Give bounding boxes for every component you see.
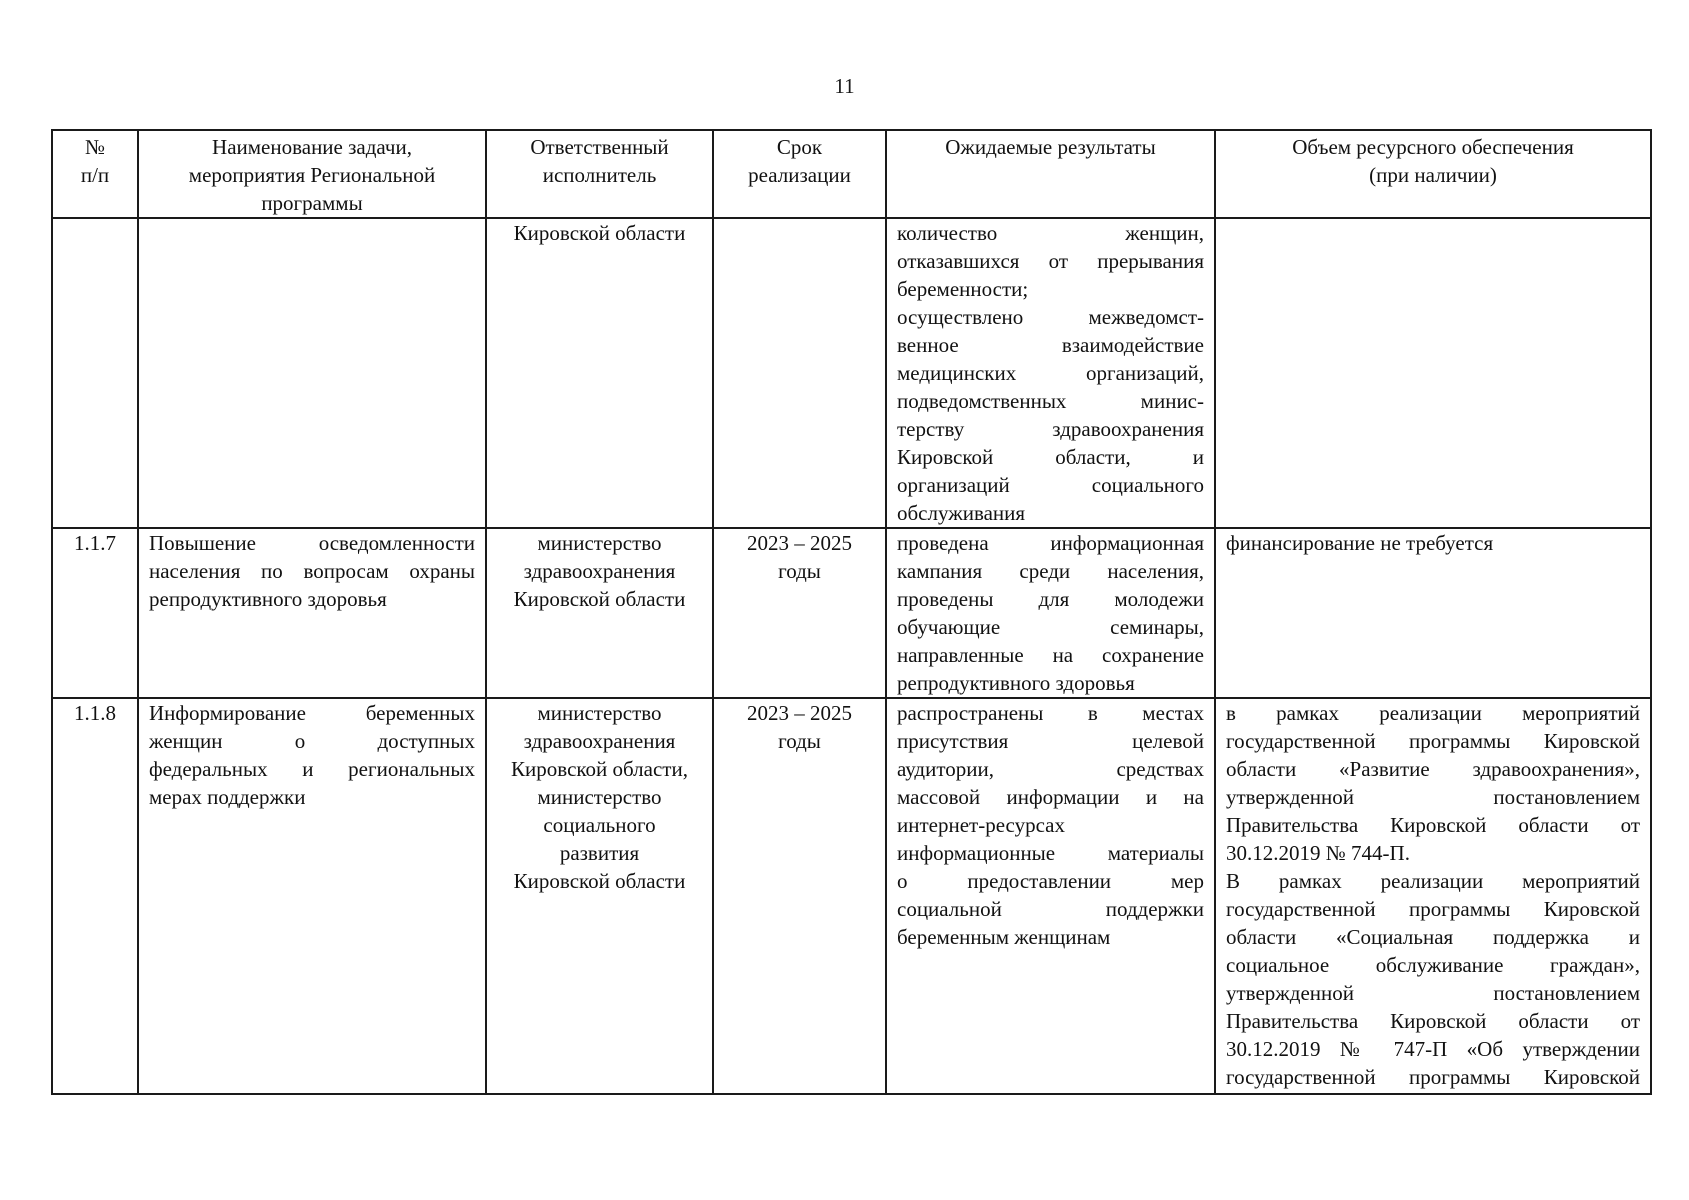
table-row — [52, 528, 1651, 698]
table-row — [52, 698, 1651, 1094]
activities-table — [51, 129, 1652, 1095]
cell-results: распространены в местах присутствия целевой аудитории, средствах массовой информации и на интернет-ресурсах информационные материалы о предоставлении мер социальной поддержки беременным женщинам — [886, 698, 1215, 1094]
header-period: Срок реализации — [713, 130, 886, 218]
cell-period — [713, 218, 886, 528]
cell-period: 2023 – 2025 годы — [713, 698, 886, 1094]
cell-results: проведена информационная кампания среди населения, проведены для молодежи обучающие семинары, направленные на сохранение репродуктивного здоровья — [886, 528, 1215, 698]
cell-task — [138, 218, 486, 528]
table-row — [52, 218, 1651, 528]
cell-num: 1.1.7 — [52, 528, 138, 698]
header-task: Наименование задачи, мероприятия Региональной программы — [138, 130, 486, 218]
header-executor: Ответственный исполнитель — [486, 130, 713, 218]
cell-resources — [1215, 218, 1651, 528]
cell-executor: Кировской области — [486, 218, 713, 528]
cell-task: Информирование беременных женщин о доступных федеральных и региональных мерах поддержки — [138, 698, 486, 1094]
cell-num — [52, 218, 138, 528]
cell-task: Повышение осведомленности населения по вопросам охраны репродуктивного здоровья — [138, 528, 486, 698]
cell-results: количество женщин, отказавшихся от прерывания беременности; осуществлено межведомст- венное взаимодействие медицинских организаций, подведомственных минис- терству здравоохранения Кировской области, и организаций социального обслуживания — [886, 218, 1215, 528]
cell-num: 1.1.8 — [52, 698, 138, 1094]
cell-period: 2023 – 2025 годы — [713, 528, 886, 698]
cell-executor: министерство здравоохранения Кировской области, министерство социального развития Кировской области — [486, 698, 713, 1094]
page-number: 11 — [834, 74, 855, 98]
cell-resources: в рамках реализации мероприятий государственной программы Кировской области «Развитие здравоохранения», утвержденной постановлением Правительства Кировской области от 30.12.2019 № 744-П. В рамках реализации мероприятий государственной программы Кировской области «Социальная поддержка и социальное обслуживание граждан», утвержденной постановлением Правительства Кировской области от 30.12.2019 № 747-П «Об утверждении государственной программы Кировской — [1215, 698, 1651, 1094]
header-resources: Объем ресурсного обеспечения (при наличии) — [1215, 130, 1651, 218]
cell-resources: финансирование не требуется — [1215, 528, 1651, 698]
header-num: № п/п — [52, 130, 138, 218]
cell-executor: министерство здравоохранения Кировской области — [486, 528, 713, 698]
table-header-row — [52, 130, 1651, 218]
header-results: Ожидаемые результаты — [886, 130, 1215, 218]
